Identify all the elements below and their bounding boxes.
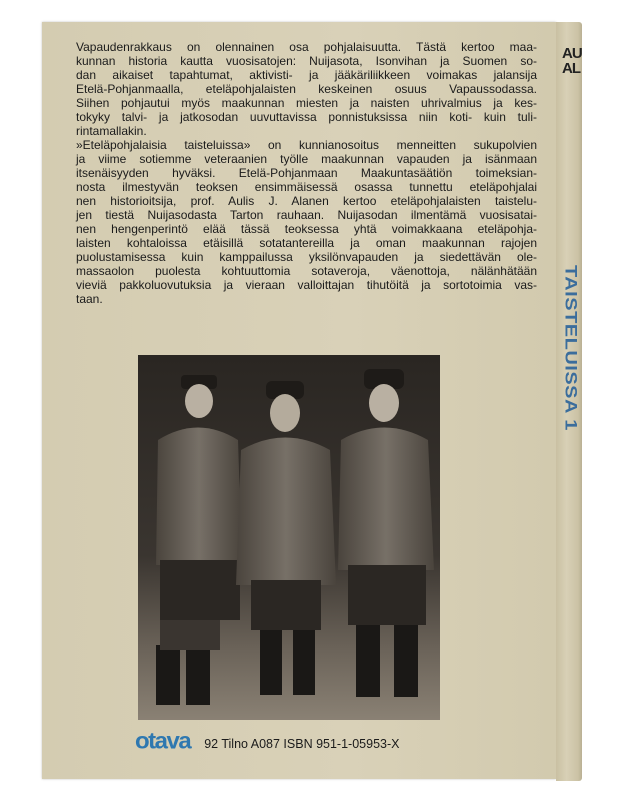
soldiers-photo [138, 355, 440, 720]
blurb-line: Vapaudenrakkaus on olennainen osa pohjalaisuutta. Tästä kertoo maa- [76, 40, 537, 54]
blurb-line: rintamallakin. [76, 124, 147, 138]
spine-author-line: AL [562, 60, 580, 76]
blurb-line: laisten kohtaloissa etäisillä sotatantereilla ja oman maakunnan rajojen [76, 236, 537, 250]
spine-title: TAISTELUISSA 1 [561, 265, 580, 431]
blurb-line: Siihen pohjautui myös maakunnan miesten ja naisten uhrivalmius ja kes- [76, 96, 537, 110]
isbn-text: 92 Tilno A087 ISBN 951-1-05953-X [204, 737, 400, 751]
blurb-line: »Eteläpohjalaisia taisteluissa» on kunnianosoitus menneitten sukupolvien [76, 138, 537, 152]
blurb-text [76, 40, 537, 306]
cover-footer [135, 730, 399, 754]
blurb-line: itsenäisyyden hyväksi. Etelä-Pohjanmaan Maakuntasäätiön toimeksian- [76, 166, 537, 180]
blurb-line: puolustamisessa kuin kamppailussa yksilönvapauden ja siedettävän ole- [76, 250, 537, 264]
blurb-line: ja viime sotiemme veteraanien työlle maakunnan vapauden ja isänmaan [76, 152, 537, 166]
blurb-line: jen tiestä Nuijasodasta Tarton rauhaan. Nuijasodan ilmentämä vuosisatai- [76, 208, 537, 222]
spine-author [562, 46, 582, 76]
book-spine [556, 22, 582, 781]
spine-author-line: AU [562, 46, 582, 62]
otava-logo: otava [135, 728, 191, 755]
blurb-line: kunnan historia kautta vuosisatojen: Nuijasota, Isonvihan ja Suomen so- [76, 54, 537, 68]
blurb-line: nen historioitsija, prof. Aulis J. Alanen kertoo eteläpohjalaisten taistelu- [76, 194, 537, 208]
blurb-line: nosta ilmestyvän teoksen ensimmäisessä osassa tunnettu eteläpohjalai [76, 180, 537, 194]
blurb-line: tokyky talvi- ja jatkosodan uuvuttavissa ponnistuksissa niin koti- kuin tuli- [76, 110, 537, 124]
blurb-line: dan aikaiset tapahtumat, aktivisti- ja jääkäriliikkeen voimakas jalansija [76, 68, 537, 82]
blurb-paragraph-1 [76, 40, 537, 138]
blurb-paragraph-2 [76, 138, 537, 306]
blurb-line: nen hengenperintö elää tässä teoksessa yhtä voimakkaana eteläpohja- [76, 222, 537, 236]
blurb-line: vieviä pakkoluovutuksia ja vieraan valloittajan tihutöitä ja sortotoimia vas- [76, 278, 537, 292]
blurb-line: taan. [76, 292, 103, 306]
blurb-line: massaolon puolesta kohtuuttomia sotaveroja, väenottoja, nälänhätään [76, 264, 537, 278]
blurb-line: Etelä-Pohjanmaalla, eteläpohjalaisten keskeinen osuus Vapaussodassa. [76, 82, 537, 96]
